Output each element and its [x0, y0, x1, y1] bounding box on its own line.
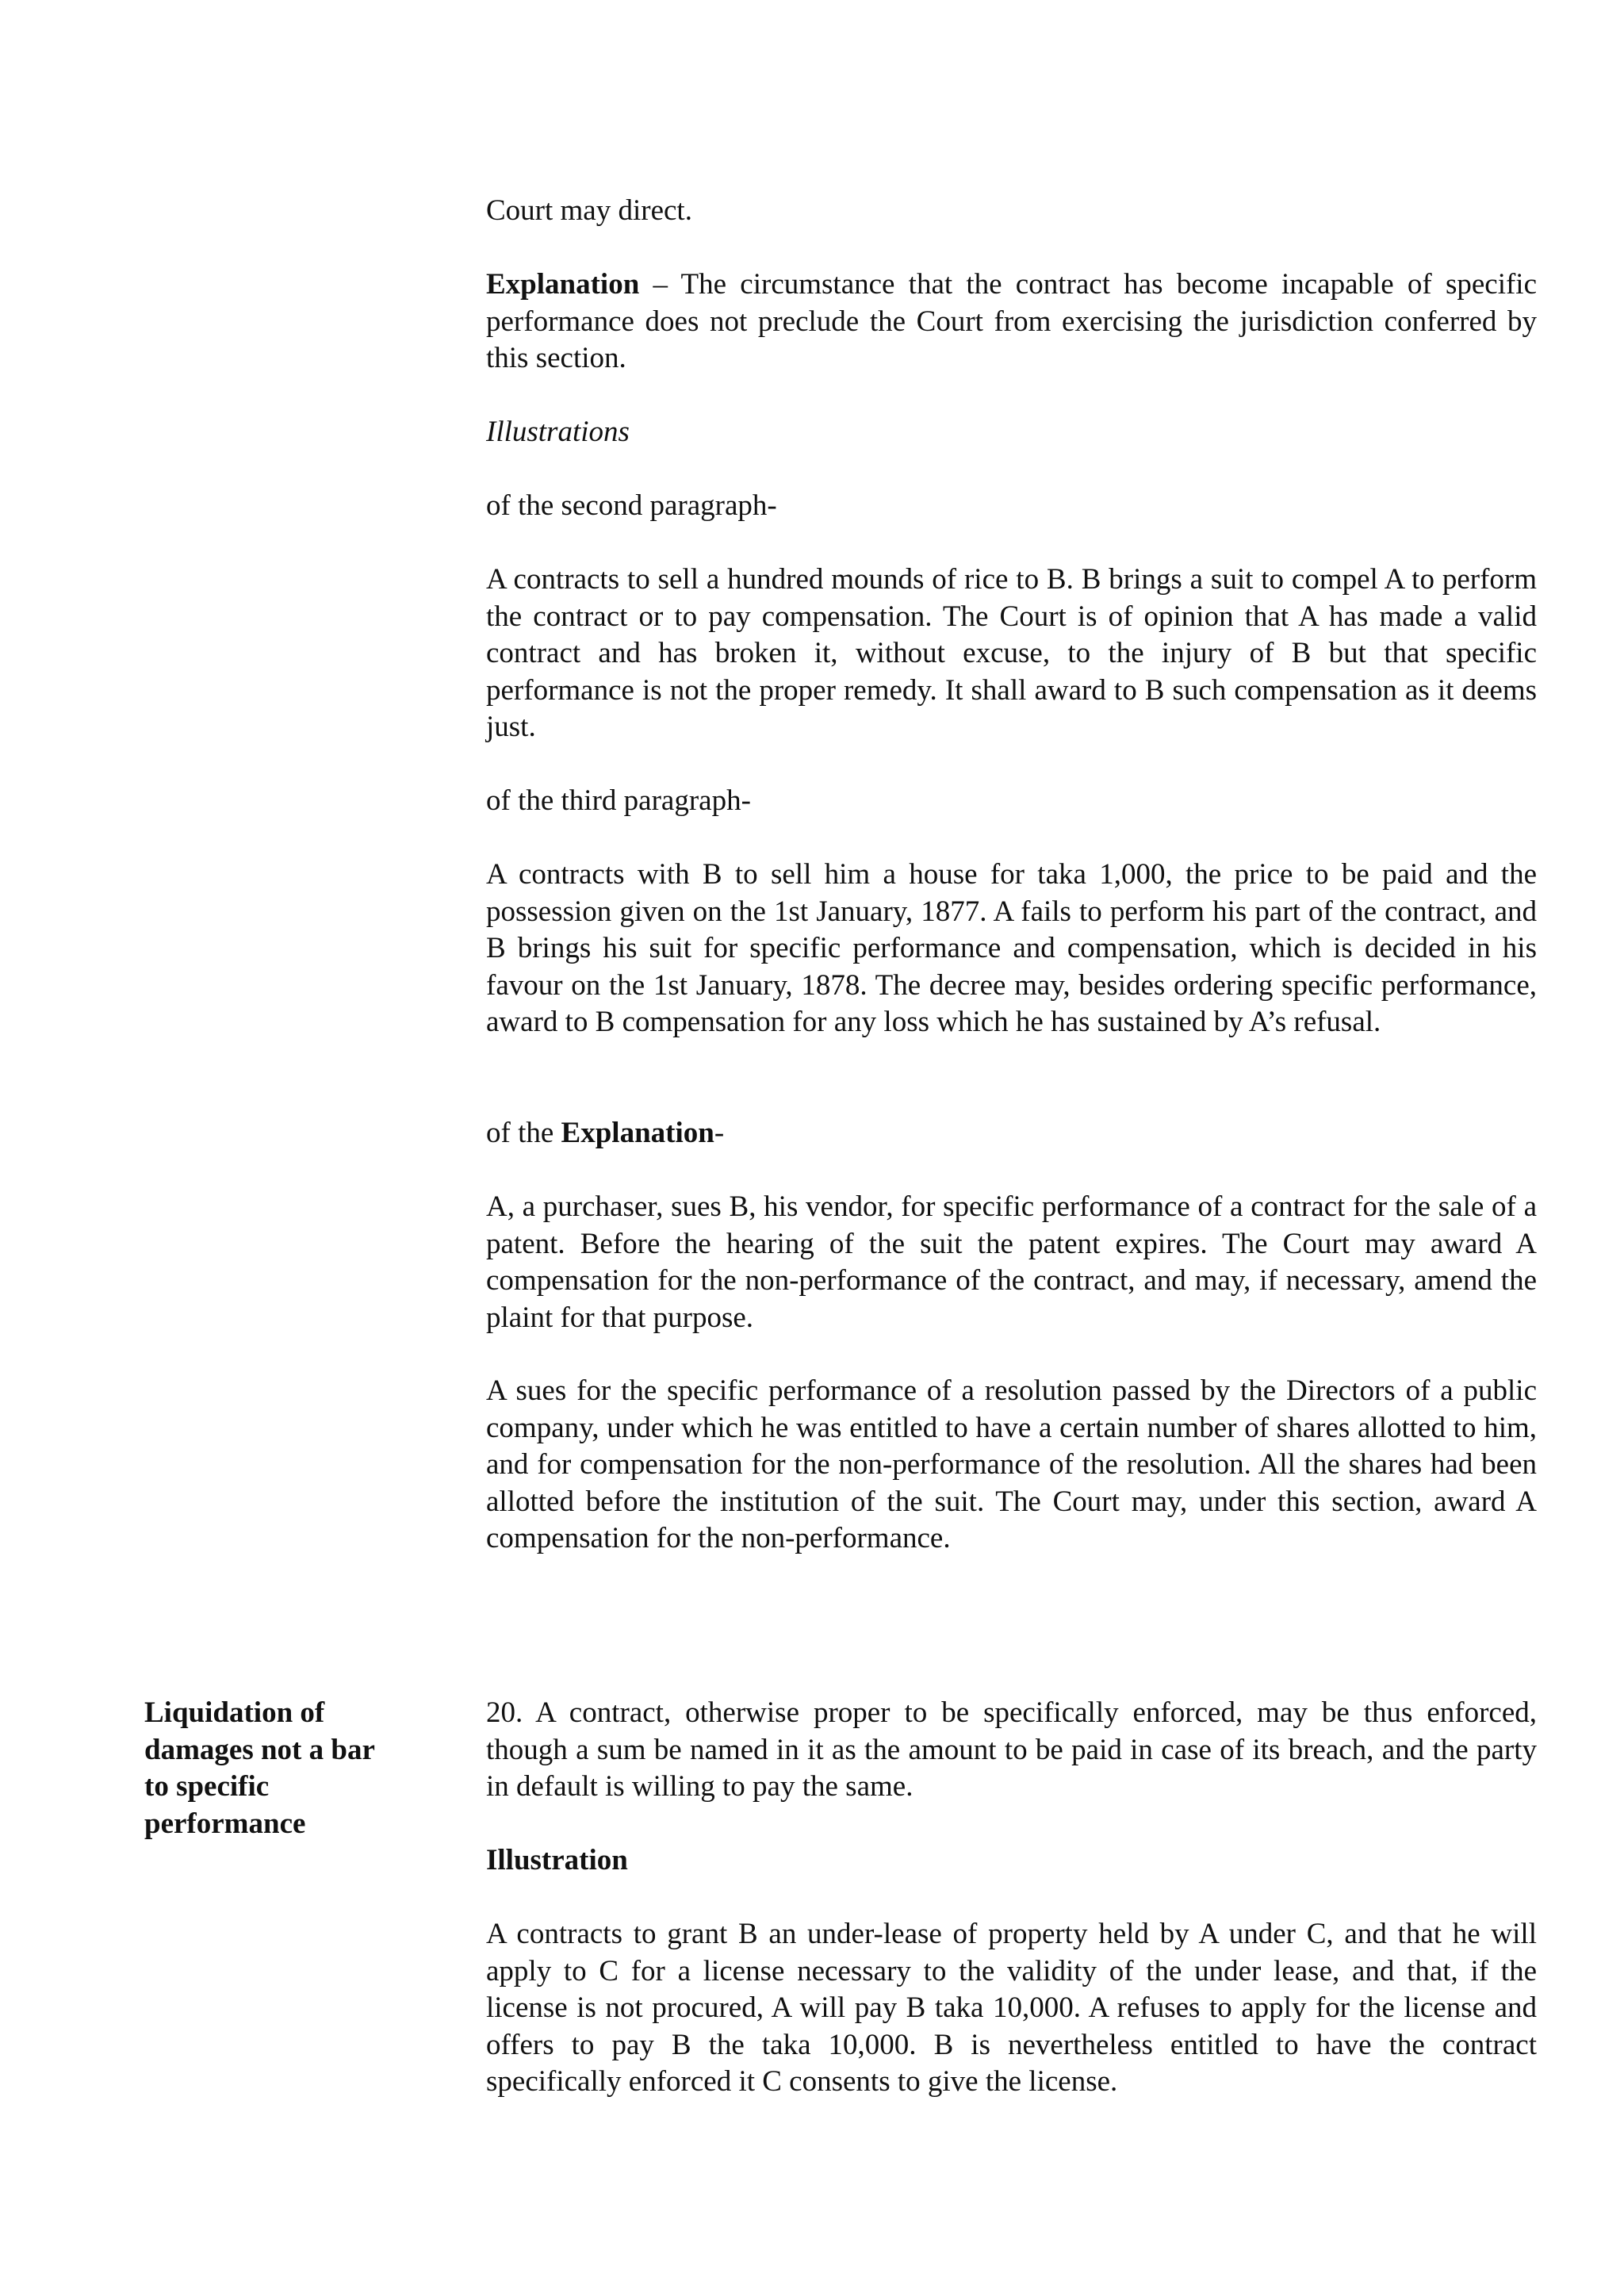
margin-note-line: performance [144, 1807, 306, 1840]
continued-line: Court may direct. [486, 194, 692, 227]
section-20-margin-note [144, 1695, 406, 1842]
explanation-heading-prefix: of the [486, 1117, 561, 1149]
margin-note-line: to specific [144, 1770, 270, 1803]
explanation-heading-label: Explanation [561, 1117, 714, 1149]
illustrations-heading: Illustrations [486, 416, 630, 448]
third-paragraph-heading: of the third paragraph- [486, 784, 751, 817]
explanation-illustration-shares: A sues for the specific performance of a resolution passed by the Directors of a public company, under which he was entitled to have a certain number of shares allotted to him, and for compensation for the non-performance of the resolution. All the shares had been allotted before the institution of the suit. The Court may, under this section, award A compensation for the non-performance. [486, 1374, 1537, 1554]
section-20-illustration-heading: Illustration [486, 1844, 628, 1876]
explanation-heading-suffix: - [714, 1117, 725, 1149]
explanation-illustration-patent: A, a purchaser, sues B, his vendor, for specific performance of a contract for the sale of a patent. Before the hearing of the suit the patent expires. The Court may award A compensation for the non-performance of the contract, and may, if necessary, amend the plaint for that purpose. [486, 1190, 1537, 1334]
second-paragraph-heading: of the second paragraph- [486, 489, 777, 522]
explanation-paragraph [486, 266, 1537, 378]
margin-note-line: damages not a bar [144, 1733, 375, 1766]
section-20-illustration: A contracts to grant B an under-lease of property held by A under C, and that he will apply to C for a license necessary to the validity of the under lease, and that, if the license is not procured, A will pay B taka 10,000. A refuses to apply for the license and offers to pay B the taka 10,000. B is nevertheless entitled to have the contract specifically enforced it C consents to give the license. [486, 1918, 1537, 2098]
explanation-illustrations-heading [486, 1115, 1537, 1152]
explanation-label: Explanation [486, 268, 640, 301]
second-paragraph-illustration: A contracts to sell a hundred mounds of rice to B. B brings a suit to compel A to perform the contract or to pay compensation. The Court is of opinion that A has made a valid contract and has broken it, without excuse, to the injury of B but that specific performance is not the proper remedy. It shall award to B such compensation as it deems just. [486, 563, 1537, 743]
section-20-text: 20. A contract, otherwise proper to be specifically enforced, may be thus enforced, though a sum be named in it as the amount to be paid in case of its breach, and the party in default is willing to pay the same. [486, 1696, 1537, 1803]
margin-note-line: Liquidation of [144, 1696, 325, 1729]
third-paragraph-illustration: A contracts with B to sell him a house for taka 1,000, the price to be paid and the possession given on the 1st January, 1877. A fails to perform his part of the contract, and B brings his suit for specific performance and compensation, which is decided in his favour on the 1st January, 1878. The decree may, besides ordering specific performance, award to B compensation for any loss which he has sustained by A’s refusal. [486, 858, 1537, 1038]
explanation-text: – The circumstance that the contract has become incapable of specific performance does not preclude the Court from exercising the jurisdiction conferred by this section. [486, 268, 1537, 374]
